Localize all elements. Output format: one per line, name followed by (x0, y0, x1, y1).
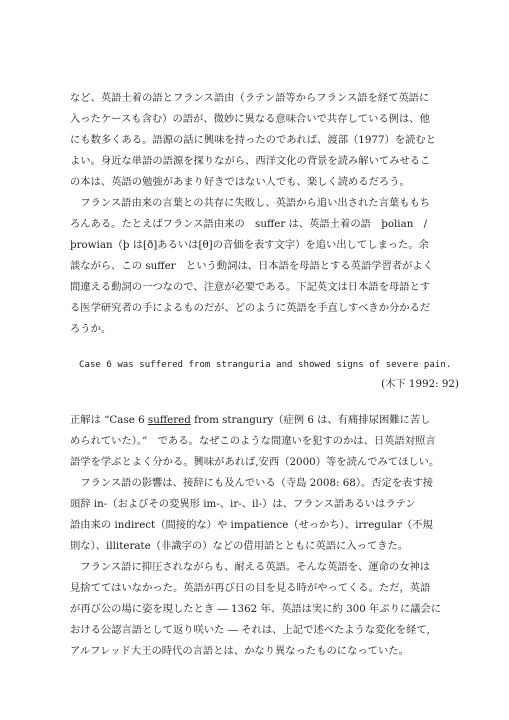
answer-suffix: from strangury（症例 6 は、有痛排尿困難に苦し (190, 414, 431, 426)
answer-prefix: 正解は “Case 6 (70, 414, 148, 426)
text-line: よい。身近な単語の語源を探りながら、西洋文化の背景を読み解いてみせるこ (70, 155, 431, 167)
text-line: 語学を学ぶとよく分かる。興味があれば,安西（2000）等を読んでみてほしい。 (70, 456, 440, 468)
text-line: おける公認言語として返り咲いた ― それは、上記で述べたような変化を経て, (70, 624, 430, 636)
text-line: る医学研究者の手によるものだが、どのように英語を手直しすべきか分かるだ (70, 302, 431, 314)
text-line: ろんある。たとえばフランス語由来の suffer は、英語土着の語 þolian / (70, 218, 428, 230)
text-line: の本は、英語の勉強があまり好きではない人でも、楽しく読めるだろう。 (70, 176, 410, 188)
text-line: が再び公の場に姿を現したとき ― 1362 年、英語は実に約 300 年ぶりに議会に (70, 603, 442, 615)
text-line: 談ながら、この suffer という動詞は、日本語を母語とする英語学習者がよく (70, 260, 434, 272)
text-line: フランス語に抑圧されながらも、耐える英語。そんな英語を、運命の女神は (70, 561, 431, 573)
text-line: など、英語土着の語とフランス語由（ラテン語等からフランス語を経て英語に (70, 92, 430, 104)
text-line: ろうか。 (70, 323, 112, 335)
text-line: フランス語由来の言葉との共存に失敗し、英語から追い出された言葉ももち (70, 197, 431, 209)
text-line: められていた）。” である。なぜこのような間違いを犯すのかは、日英語対照言 (70, 435, 436, 447)
text-line: 頭辞 in-（およびその変異形 im-、ir-、il-）は、フランス語あるいはラテン (70, 498, 416, 510)
text-line: 入ったケースも含む）の語が、微妙に異なる意味合いで共存している例は、他 (70, 113, 430, 125)
text-line: 語由来の indirect（間接的な）や impatience（せっかち）、irregular（不規 (70, 519, 433, 531)
quote-citation: (木下 1992: 92) (381, 378, 459, 390)
answer-line (70, 414, 454, 427)
text-line: 見捨ててはいなかった。英語が再び日の目を見る時がやってくる。ただ，英語 (70, 582, 431, 594)
underlined-word: suffered (147, 414, 191, 426)
text-line: アルフレッド大王の時代の言語とは、かなり異なったものになっていた。 (70, 645, 409, 657)
text-line: にも数多くある。語源の話に興味を持ったのであれば、渡部（1977）を読むと (70, 134, 437, 146)
text-line: 間違える動詞の一つなので、注意が必要である。下記英文は日本語を母語とす (70, 281, 431, 293)
text-line: 則な）、illiterate（非識字の）などの借用語とともに英語に入ってきた。 (70, 540, 409, 552)
quoted-sentence: Case 6 was suffered from stranguria and showed signs of severe pain. (79, 360, 452, 370)
text-line: フランス語の影響は、接辞にも及んでいる（寺島 2008: 68）。否定を表す接 (70, 477, 434, 489)
text-line: þrowian（þ は[ð]あるいは[θ]の音価を表す文字）を追い出してしまった。余 (70, 239, 429, 251)
